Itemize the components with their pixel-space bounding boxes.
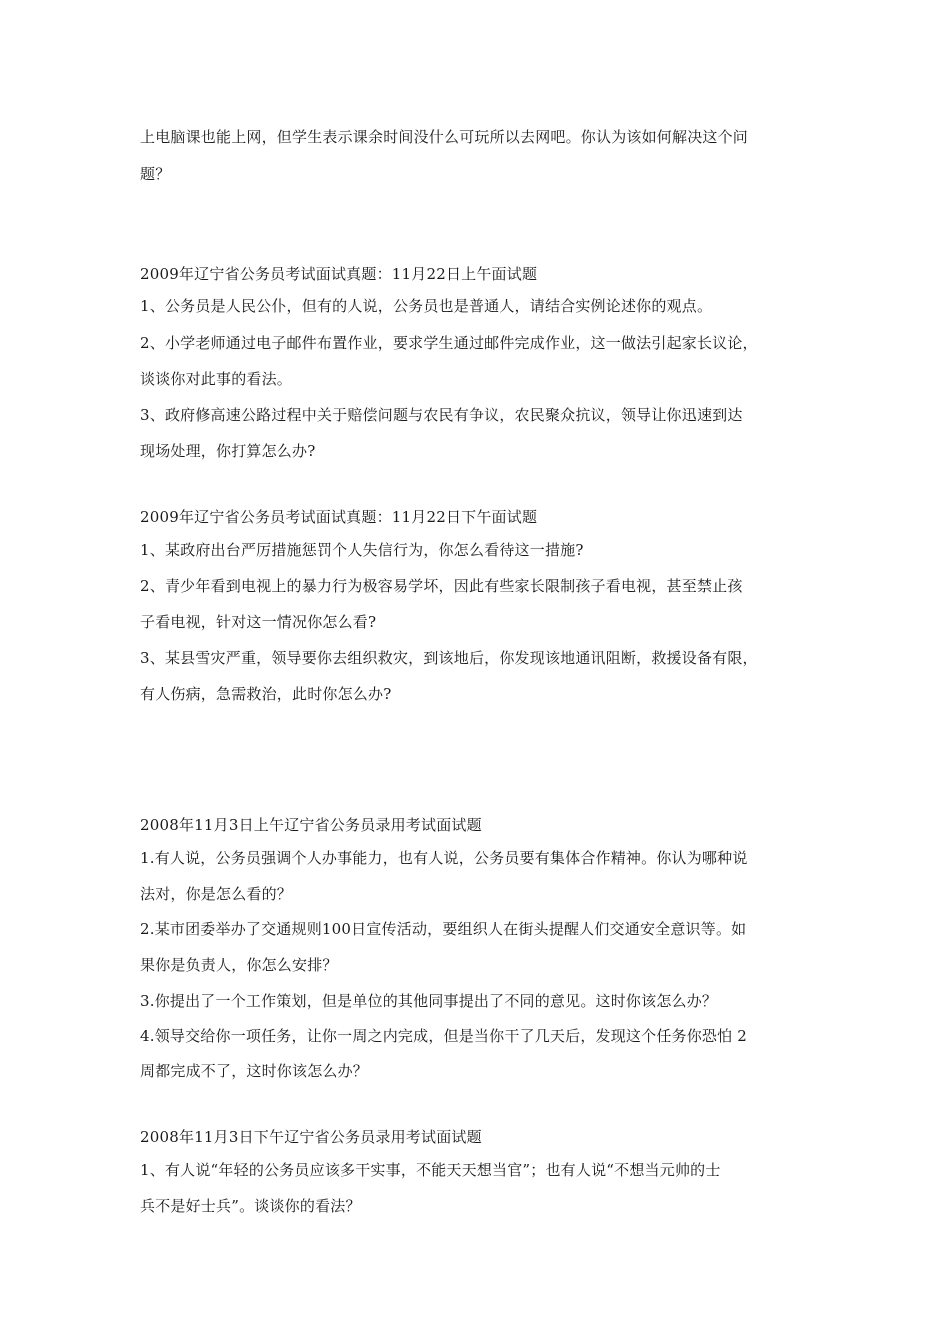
question-line: 1、有人说“年轻的公务员应该多干实事，不能天天想当官”；也有人说“不想当元帅的士 (140, 1161, 721, 1179)
question-line: 现场处理，你打算怎么办? (140, 442, 316, 460)
question-line: 周都完成不了，这时你该怎么办？ (140, 1062, 369, 1080)
section-title: 2009年辽宁省公务员考试面试真题：11月22日下午面试题 (140, 508, 538, 526)
question-line: 果你是负责人，你怎么安排？ (140, 956, 338, 974)
intro-line: 题？ (140, 165, 171, 183)
section-title: 2009年辽宁省公务员考试面试真题：11月22日上午面试题 (140, 265, 538, 283)
question-line: 3、某县雪灾严重，领导要你去组织救灾，到该地后，你发现该地通讯阻断，救援设备有限， (140, 649, 758, 667)
question-line: 1、公务员是人民公仆，但有的人说，公务员也是普通人，请结合实例论述你的观点。 (140, 297, 713, 315)
question-line: 2、青少年看到电视上的暴力行为极容易学坏，因此有些家长限制孩子看电视，甚至禁止孩 (140, 577, 743, 595)
question-line: 2.某市团委举办了交通规则100日宣传活动，要组织人在街头提醒人们交通安全意识等。如 (140, 920, 747, 938)
question-line: 谈谈你对此事的看法。 (140, 370, 293, 388)
question-line: 有人伤病，急需救治，此时你怎么办? (140, 685, 392, 703)
question-line: 2、小学老师通过电子邮件布置作业，要求学生通过邮件完成作业，这一做法引起家长议论， (140, 334, 758, 352)
question-line: 4.领导交给你一项任务，让你一周之内完成，但是当你干了几天后，发现这个任务你恐怕 2 (140, 1027, 748, 1045)
question-line: 3、政府修高速公路过程中关于赔偿问题与农民有争议，农民聚众抗议，领导让你迅速到达 (140, 406, 743, 424)
question-line: 法对，你是怎么看的？ (140, 885, 293, 903)
intro-line: 上电脑课也能上网，但学生表示课余时间没什么可玩所以去网吧。你认为该如何解决这个问 (140, 128, 749, 146)
section-title: 2008年11月3日上午辽宁省公务员录用考试面试题 (140, 816, 482, 834)
question-line: 3.你提出了一个工作策划，但是单位的其他同事提出了不同的意见。这时你该怎么办？ (140, 992, 718, 1010)
section-title: 2008年11月3日下午辽宁省公务员录用考试面试题 (140, 1128, 482, 1146)
question-line: 子看电视，针对这一情况你怎么看? (140, 613, 377, 631)
question-line: 1、某政府出台严厉措施惩罚个人失信行为，你怎么看待这一措施? (140, 541, 584, 559)
question-line: 1.有人说，公务员强调个人办事能力，也有人说，公务员要有集体合作精神。你认为哪种说 (140, 849, 748, 867)
question-line: 兵不是好士兵”。谈谈你的看法？ (140, 1197, 361, 1215)
